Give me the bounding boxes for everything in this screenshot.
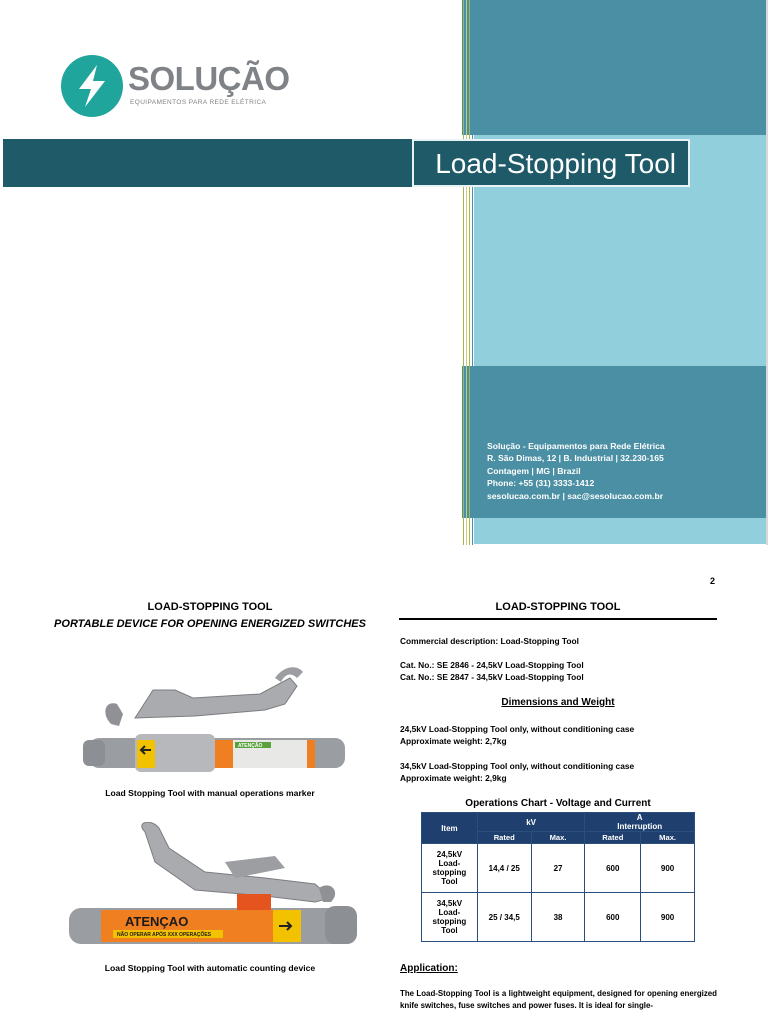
logo-bolt-icon	[61, 55, 123, 117]
dimension-1-weight: Approximate weight: 2,7kg	[400, 736, 507, 746]
header-a-label: A	[636, 813, 643, 822]
row-item-line: 24,5kV	[436, 850, 463, 859]
operations-chart-title: Operations Chart - Voltage and Current	[465, 798, 651, 809]
right-heading: LOAD-STOPPING TOOL	[495, 601, 621, 613]
catalog-number-1: Cat. No.: SE 2846 - 24,5kV Load-Stopping Tool	[400, 660, 584, 670]
header-kv-max: Max.	[531, 832, 585, 844]
page-number: 2	[710, 576, 716, 586]
row-kv-rated: 25 / 34,5	[477, 893, 531, 942]
cover-light-block-lower	[474, 518, 768, 544]
cover-rule-3	[469, 0, 470, 545]
dimensions-heading: Dimensions and Weight	[501, 697, 615, 708]
row-item-line: Load-	[438, 908, 461, 917]
cover-top-block	[462, 0, 768, 135]
application-text: The Load-Stopping Tool is a lightweight equipment, designed for opening energized knife switches, fuse switches and power fuses. It is ideal for single-	[400, 989, 717, 1010]
row-a-rated: 600	[585, 893, 641, 942]
row-item-line: stopping	[432, 917, 467, 926]
left-subheading: PORTABLE DEVICE FOR OPENING ENERGIZED SWITCHES	[54, 618, 366, 630]
row-item	[422, 893, 478, 942]
company-address: R. São Dimas, 12 | B. Industrial | 32.230-165	[487, 453, 664, 464]
table-row	[422, 893, 695, 942]
left-heading: LOAD-STOPPING TOOL	[147, 601, 273, 613]
company-phone: Phone: +55 (31) 3333-1412	[487, 478, 595, 489]
cover-light-block	[474, 186, 768, 366]
header-a	[585, 813, 695, 832]
product-photo-manual	[75, 660, 350, 782]
commercial-description: Commercial description: Load-Stopping Tool	[400, 636, 579, 646]
application-heading: Application:	[400, 963, 458, 974]
company-name: Solução - Equipamentos para Rede Elétrica	[487, 441, 665, 451]
dimension-1-description: 24,5kV Load-Stopping Tool only, without conditioning case	[400, 724, 635, 734]
row-a-max: 900	[641, 844, 695, 893]
cover-rule-4	[472, 0, 473, 545]
row-item-line: Tool	[441, 877, 458, 886]
company-info	[487, 440, 665, 502]
row-item-line: stopping	[432, 868, 467, 877]
row-item-line: 34,5kV	[436, 899, 463, 908]
row-item-line: Load-	[438, 859, 461, 868]
row-kv-max: 27	[531, 844, 585, 893]
row-item	[422, 844, 478, 893]
header-item: Item	[422, 813, 478, 844]
table-row	[422, 844, 695, 893]
row-item-line: Tool	[441, 926, 458, 935]
header-kv-rated: Rated	[477, 832, 531, 844]
header-kv: kV	[477, 813, 585, 832]
photo1-caption: Load Stopping Tool with manual operations marker	[105, 788, 315, 798]
operations-table	[421, 812, 695, 942]
document-title: Load-Stopping Tool	[435, 148, 676, 179]
title-box	[412, 139, 690, 187]
dimension-2-weight: Approximate weight: 2,9kg	[400, 773, 507, 783]
header-interruption: Interruption	[617, 822, 663, 831]
header-a-rated: Rated	[585, 832, 641, 844]
logo-wordmark: SOLUÇÃO	[128, 60, 290, 97]
row-kv-rated: 14,4 / 25	[477, 844, 531, 893]
company-web: sesolucao.com.br | sac@sesolucao.com.br	[487, 490, 664, 501]
cover-rule-2	[466, 0, 467, 545]
heading-rule	[399, 618, 717, 620]
photo2-sticker-line: NÃO OPERAR APÓS XXX OPERAÇÕES	[117, 932, 211, 938]
cover-rule-1	[463, 0, 464, 545]
logo-tagline: EQUIPAMENTOS PARA REDE ELÉTRICA	[130, 99, 267, 106]
photo2-caption: Load Stopping Tool with automatic counting device	[104, 963, 316, 973]
product-photo-counter	[65, 822, 360, 954]
company-logo	[58, 52, 290, 120]
photo1-sticker: ATENÇÃO	[238, 743, 263, 749]
dimension-2-description: 34,5kV Load-Stopping Tool only, without conditioning case	[400, 761, 635, 771]
catalog-number-2: Cat. No.: SE 2847 - 34,5kV Load-Stopping Tool	[400, 672, 584, 682]
photo2-sticker: ATENÇAO	[125, 914, 189, 929]
row-kv-max: 38	[531, 893, 585, 942]
header-a-max: Max.	[641, 832, 695, 844]
row-a-rated: 600	[585, 844, 641, 893]
row-a-max: 900	[641, 893, 695, 942]
company-city: Contagem | MG | Brazil	[487, 465, 581, 476]
